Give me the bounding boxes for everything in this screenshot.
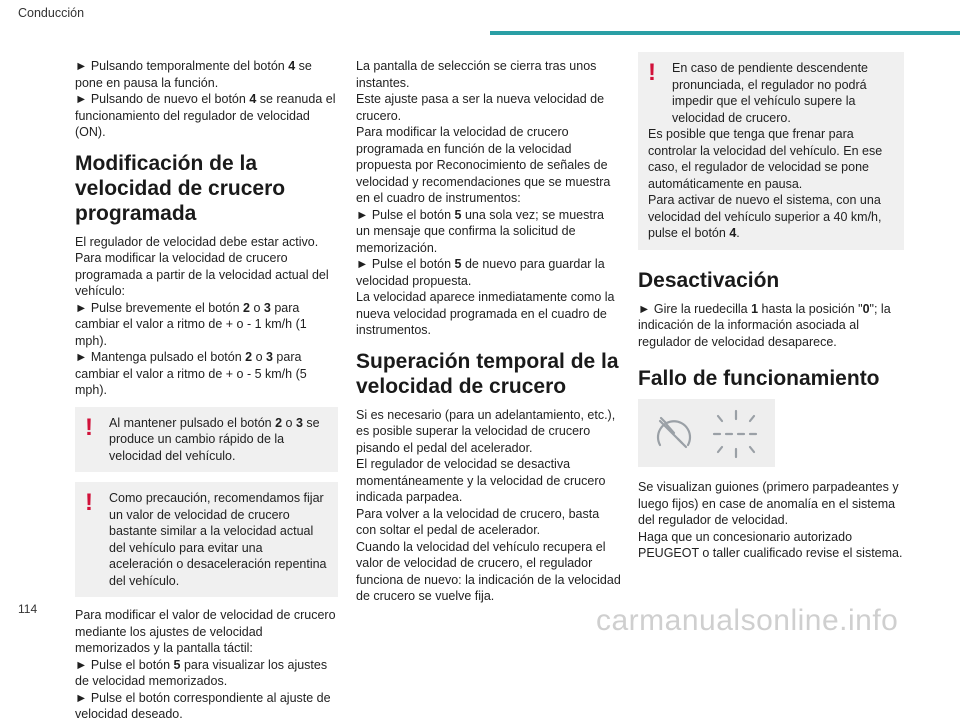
paragraph: Cuando la velocidad del vehículo recupera el valor de velocidad de crucero, el regulador funciona de nuevo: la indicación de la velocidad de crucero se vuelve fija. xyxy=(356,539,621,603)
warning-icon: ! xyxy=(648,59,656,86)
section-heading: Fallo de funcionamiento xyxy=(638,367,880,390)
cruise-control-fault-image xyxy=(638,399,775,467)
paragraph: La pantalla de selección se cierra tras unos instantes. xyxy=(356,59,597,90)
paragraph: Para modificar el valor de velocidad de crucero mediante los ajustes de velocidad memorizados y la pantalla táctil: xyxy=(75,608,336,655)
paragraph: Haga que un concesionario autorizado PEUGEOT o taller cualificado revise el sistema. xyxy=(638,529,903,560)
column-2 xyxy=(356,58,621,605)
paragraph: Para modificar la velocidad de crucero programada a partir de la velocidad actual del vehículo: xyxy=(75,251,329,298)
paragraph: Si es necesario (para un adelantamiento, etc.), es posible superar la velocidad de crucero pisando el pedal del acelerador. xyxy=(356,407,616,455)
warning-box xyxy=(638,52,904,250)
paragraph: ► Gire la ruedecilla 1 hasta la posición "0"; la indicación de la información asociada al regulador de velocidad desaparece. xyxy=(638,301,891,349)
header-accent-bar xyxy=(490,31,960,35)
column-1 xyxy=(75,58,338,723)
warning-box xyxy=(75,482,338,597)
paragraph: Se visualizan guiones (primero parpadeantes y luego fijos) en case de anomalía en el sistema del regulador de velocidad. xyxy=(638,480,899,527)
warning-text: Como precaución, recomendamos fijar un valor de velocidad de crucero bastante similar a la velocidad actual del vehículo para evitar una aceleración o desaceleración repentina del vehículo. xyxy=(109,491,327,588)
paragraph: El regulador de velocidad debe estar activo. xyxy=(75,234,319,249)
column-3 xyxy=(638,52,904,562)
paragraph: ► Pulse el botón 5 para visualizar los ajustes de velocidad memorizados. xyxy=(75,657,328,688)
warning-icon: ! xyxy=(85,489,93,516)
paragraph: ► Pulsando de nuevo el botón 4 se reanuda el funcionamiento del regulador de velocidad (ON). xyxy=(75,92,336,139)
page-number: 114 xyxy=(18,602,38,616)
section-heading: Superación temporal de la velocidad de crucero xyxy=(356,349,619,398)
speedometer-dashes-icon xyxy=(638,399,775,467)
warning-text: Para activar de nuevo el sistema, con una velocidad del vehículo superior a 40 km/h, pulse el botón 4. xyxy=(648,193,882,240)
paragraph: ► Pulse el botón 5 una sola vez; se muestra un mensaje que confirma la solicitud de memorización. xyxy=(356,207,604,255)
warning-icon: ! xyxy=(85,413,93,441)
section-heading: Modificación de la velocidad de crucero programada xyxy=(75,151,286,225)
paragraph: ► Pulsando temporalmente del botón 4 se pone en pausa la función. xyxy=(75,59,312,90)
paragraph: ► Pulse el botón correspondiente al ajuste de velocidad deseado. xyxy=(75,690,331,721)
paragraph: Este ajuste pasa a ser la nueva velocidad de crucero. xyxy=(356,92,605,123)
section-heading: Desactivación xyxy=(638,268,780,292)
paragraph: La velocidad aparece inmediatamente como la nueva velocidad programada en el cuadro de instrumentos. xyxy=(356,290,615,337)
section-title: Conducción xyxy=(18,6,85,20)
paragraph: ► Pulse brevemente el botón 2 o 3 para cambiar el valor a ritmo de + o - 1 km/h (1 mph). xyxy=(75,300,307,348)
paragraph: Para modificar la velocidad de crucero programada en función de la velocidad propuesta por Reconocimiento de señales de velocidad y recomendaciones que se muestra en el cuadro de instrumentos: xyxy=(356,125,611,205)
warning-box xyxy=(75,407,338,473)
warning-text: Es posible que tenga que frenar para controlar la velocidad del vehículo. En ese caso, el regulador de velocidad se pone automáticamente en pausa. xyxy=(648,127,883,191)
paragraph: ► Mantenga pulsado el botón 2 o 3 para cambiar el valor a ritmo de + o - 5 km/h (5 mph). xyxy=(75,350,307,397)
watermark: carmanualsonline.info xyxy=(596,604,899,637)
paragraph: ► Pulse el botón 5 de nuevo para guardar la velocidad propuesta. xyxy=(356,257,605,288)
paragraph: Para volver a la velocidad de crucero, basta con soltar el pedal de acelerador. xyxy=(356,506,600,537)
warning-text: En caso de pendiente descendente pronunciada, el regulador no podrá impedir que el vehículo supere la velocidad de crucero. xyxy=(672,61,868,125)
warning-text: Al mantener pulsado el botón 2 o 3 se produce un cambio rápido de la velocidad del vehículo. xyxy=(109,415,320,463)
paragraph: El regulador de velocidad se desactiva momentáneamente y la velocidad de crucero indicada parpadea. xyxy=(356,457,606,504)
